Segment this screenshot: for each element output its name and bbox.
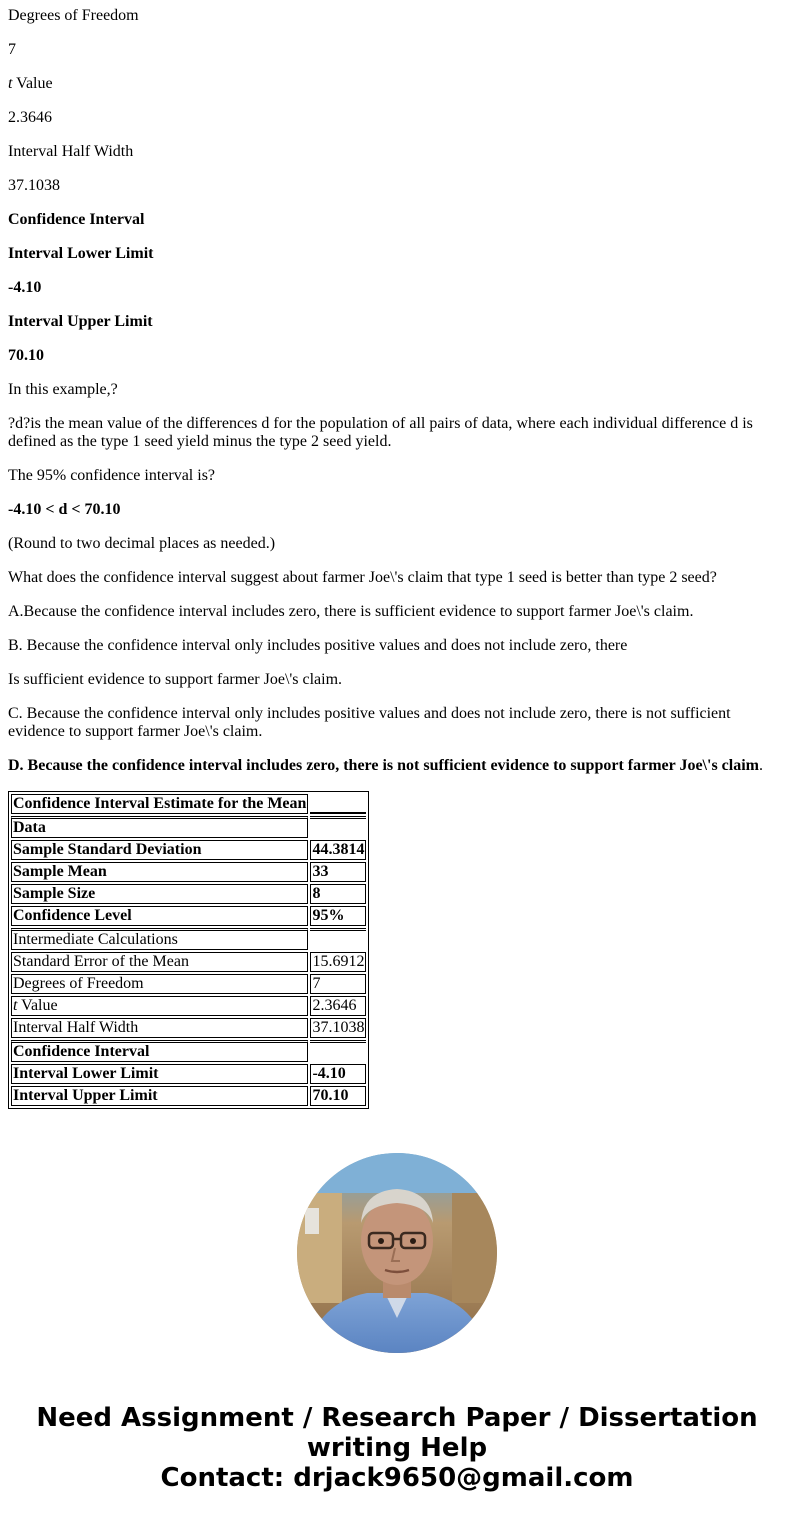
data-heading: Data (11, 816, 308, 838)
footer-line-2: writing Help (306, 1433, 488, 1463)
footer-line-1: Need Assignment / Research Paper / Dissertation (36, 1403, 758, 1433)
table-row (11, 906, 366, 926)
row-label: Confidence Level (11, 906, 308, 926)
table-row (11, 840, 366, 860)
interval-intro: The 95% confidence interval is? (8, 467, 216, 484)
dof-label: Degrees of Freedom (8, 7, 139, 24)
row-label: Sample Size (11, 884, 308, 904)
t-label-text: Value (17, 997, 58, 1014)
table-row (11, 1064, 366, 1084)
row-value: 15.6912 (312, 953, 365, 970)
lower-limit-label: Interval Lower Limit (8, 245, 154, 262)
lower-limit-value: -4.10 (8, 279, 42, 296)
table-row (11, 1018, 366, 1038)
table-row (11, 974, 366, 994)
table-title: Confidence Interval Estimate for the Mean (13, 795, 307, 812)
interval-result: -4.10 < d < 70.10 (8, 501, 121, 518)
table-row (11, 862, 366, 882)
option-c: C. Because the confidence interval only includes positive values and does not include zero, there is not sufficient evidence to support farmer Joe\'s claim. (8, 705, 731, 740)
option-b-line2: Is sufficient evidence to support farmer Joe\'s claim. (8, 671, 343, 688)
row-value: 7 (310, 974, 366, 994)
confidence-interval-table (8, 791, 369, 1109)
option-d (8, 757, 786, 775)
option-d-period: . (759, 757, 763, 774)
row-label: Standard Error of the Mean (11, 952, 308, 972)
row-label: Sample Standard Deviation (11, 840, 308, 860)
question-text: What does the confidence interval suggest about farmer Joe\'s claim that type 1 seed is better than type 2 seed? (8, 569, 717, 586)
row-value: 8 (310, 884, 366, 904)
option-a: A.Because the confidence interval includes zero, there is sufficient evidence to support farmer Joe\'s claim. (8, 603, 694, 620)
table-row (11, 952, 366, 972)
table-row (11, 996, 366, 1016)
row-value: 33 (310, 862, 366, 882)
row-label: Interval Lower Limit (11, 1064, 308, 1084)
row-label: Degrees of Freedom (11, 974, 308, 994)
t-label-text: Value (12, 75, 53, 92)
t-value: 2.3646 (8, 109, 52, 126)
t-symbol: t (8, 75, 13, 92)
row-value: -4.10 (310, 1064, 366, 1084)
ci-table-heading: Confidence Interval (11, 1040, 308, 1062)
table-title-rule (310, 794, 366, 814)
row-label: Interval Half Width (11, 1018, 308, 1038)
row-value: 95% (310, 906, 366, 926)
table-row (11, 884, 366, 904)
table-row (11, 1086, 366, 1106)
row-value: 2.3646 (310, 996, 366, 1016)
row-label: Sample Mean (11, 862, 308, 882)
row-value: 44.3814 (312, 841, 365, 858)
footer-contact: Contact: drjack9650@gmail.com (160, 1463, 634, 1493)
row-label (11, 996, 308, 1016)
t-symbol: t (13, 997, 18, 1014)
ci-heading: Confidence Interval (8, 211, 145, 228)
dof-value: 7 (8, 41, 16, 58)
footer-promo (0, 1403, 794, 1493)
row-value: 70.10 (310, 1086, 366, 1106)
upper-limit-value: 70.10 (8, 347, 44, 364)
row-value: 37.1038 (312, 1019, 365, 1036)
option-b-line1: B. Because the confidence interval only includes positive values and does not include zero, there (8, 637, 628, 654)
example-intro: In this example,? (8, 381, 118, 398)
t-value-label (8, 75, 786, 93)
upper-limit-label: Interval Upper Limit (8, 313, 153, 330)
definition-paragraph: ?d?is the mean value of the differences d for the population of all pairs of data, where each individual difference d is defined as the type 1 seed yield minus the type 2 seed yield. (8, 415, 753, 450)
half-width-label: Interval Half Width (8, 143, 134, 160)
option-d-text: D. Because the confidence interval includes zero, there is not sufficient evidence to support farmer Joe\'s claim (8, 757, 759, 774)
intermediate-heading: Intermediate Calculations (11, 928, 308, 950)
avatar-portrait-icon (297, 1153, 497, 1353)
row-label: Interval Upper Limit (11, 1086, 308, 1106)
rounding-note: (Round to two decimal places as needed.) (8, 535, 276, 552)
author-avatar (297, 1153, 497, 1353)
half-width-value: 37.1038 (8, 177, 60, 194)
